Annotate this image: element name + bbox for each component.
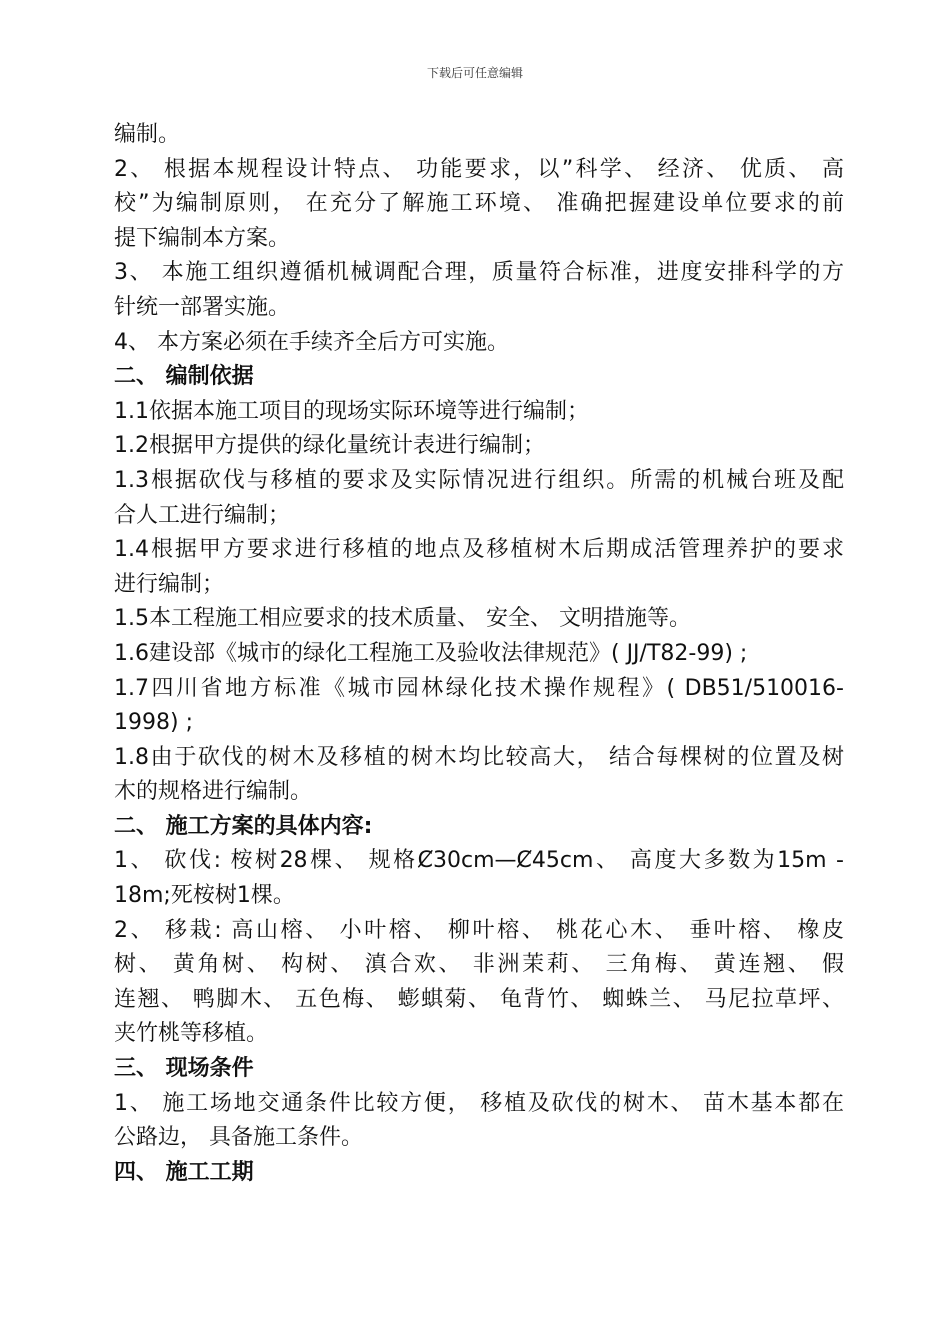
section-heading: 二、 施工方案的具体内容: — [114, 813, 373, 839]
text-line: 公路边， 具备施工条件。 — [114, 1125, 363, 1151]
text-line: 校”为编制原则， 在充分了解施工环境、 准确把握建设单位要求的前 — [114, 191, 844, 217]
text-line: 进行编制； — [114, 571, 225, 597]
text-line: 1.4根据甲方要求进行移植的地点及移植树木后期成活管理养护的要求 — [114, 537, 844, 563]
text-line: 18m;死桉树1棵。 — [114, 883, 295, 909]
text-line: 1.6建设部《城市的绿化工程施工及验收法律规范》( JJ/T82-99) ; — [114, 640, 748, 666]
text-line: 针统一部署实施。 — [114, 294, 291, 320]
text-line: 2、 移栽: 高山榕、 小叶榕、 柳叶榕、 桃花心木、 垂叶榕、 橡皮 — [114, 917, 844, 943]
text-line: 木的规格进行编制。 — [114, 779, 313, 805]
text-line: 合人工进行编制； — [114, 502, 291, 528]
text-line: 1.8由于砍伐的树木及移植的树木均比较高大， 结合每棵树的位置及树 — [114, 744, 844, 770]
page-header: 下载后可任意编辑 — [426, 66, 523, 80]
text-line: 3、 本施工组织遵循机械调配合理，质量符合标准，进度安排科学的方 — [114, 260, 844, 286]
section-heading: 三、 现场条件 — [114, 1056, 254, 1082]
text-line: 树、 黄角树、 构树、 滇合欢、 非洲茉莉、 三角梅、 黄连翘、 假 — [114, 952, 844, 978]
text-line: 1.3根据砍伐与移植的要求及实际情况进行组织。所需的机械台班及配 — [114, 467, 844, 493]
text-line: 夹竹桃等移植。 — [114, 1021, 269, 1047]
text-line: 1998) ; — [114, 710, 193, 736]
text-line: 1.7四川省地方标准《城市园林绿化技术操作规程》( DB51/510016- — [114, 675, 844, 701]
text-line: 1.5本工程施工相应要求的技术质量、 安全、 文明措施等。 — [114, 606, 691, 632]
text-line: 1.1依据本施工项目的现场实际环境等进行编制； — [114, 398, 589, 424]
text-line: 1.2根据甲方提供的绿化量统计表进行编制； — [114, 433, 545, 459]
text-line: 2、 根据本规程设计特点、 功能要求，以”科学、 经济、 优质、 高 — [114, 156, 844, 182]
text-line: 4、 本方案必须在手续齐全后方可实施。 — [114, 329, 509, 355]
section-heading: 二、 编制依据 — [114, 364, 254, 390]
text-line: 1、 施工场地交通条件比较方便， 移植及砍伐的树木、 苗木基本都在 — [114, 1090, 844, 1116]
text-line: 提下编制本方案。 — [114, 225, 291, 251]
section-heading: 四、 施工工期 — [114, 1159, 254, 1185]
text-line: 编制。 — [114, 122, 181, 147]
text-line: 1、 砍伐: 桉树28棵、 规格Ȼ30cm—Ȼ45cm、 高度大多数为15m - — [114, 848, 844, 874]
text-line: 连翘、 鸭脚木、 五色梅、 蟛蜞菊、 龟背竹、 蜘蛛兰、 马尼拉草坪、 — [114, 986, 844, 1012]
document-body — [114, 118, 844, 1190]
